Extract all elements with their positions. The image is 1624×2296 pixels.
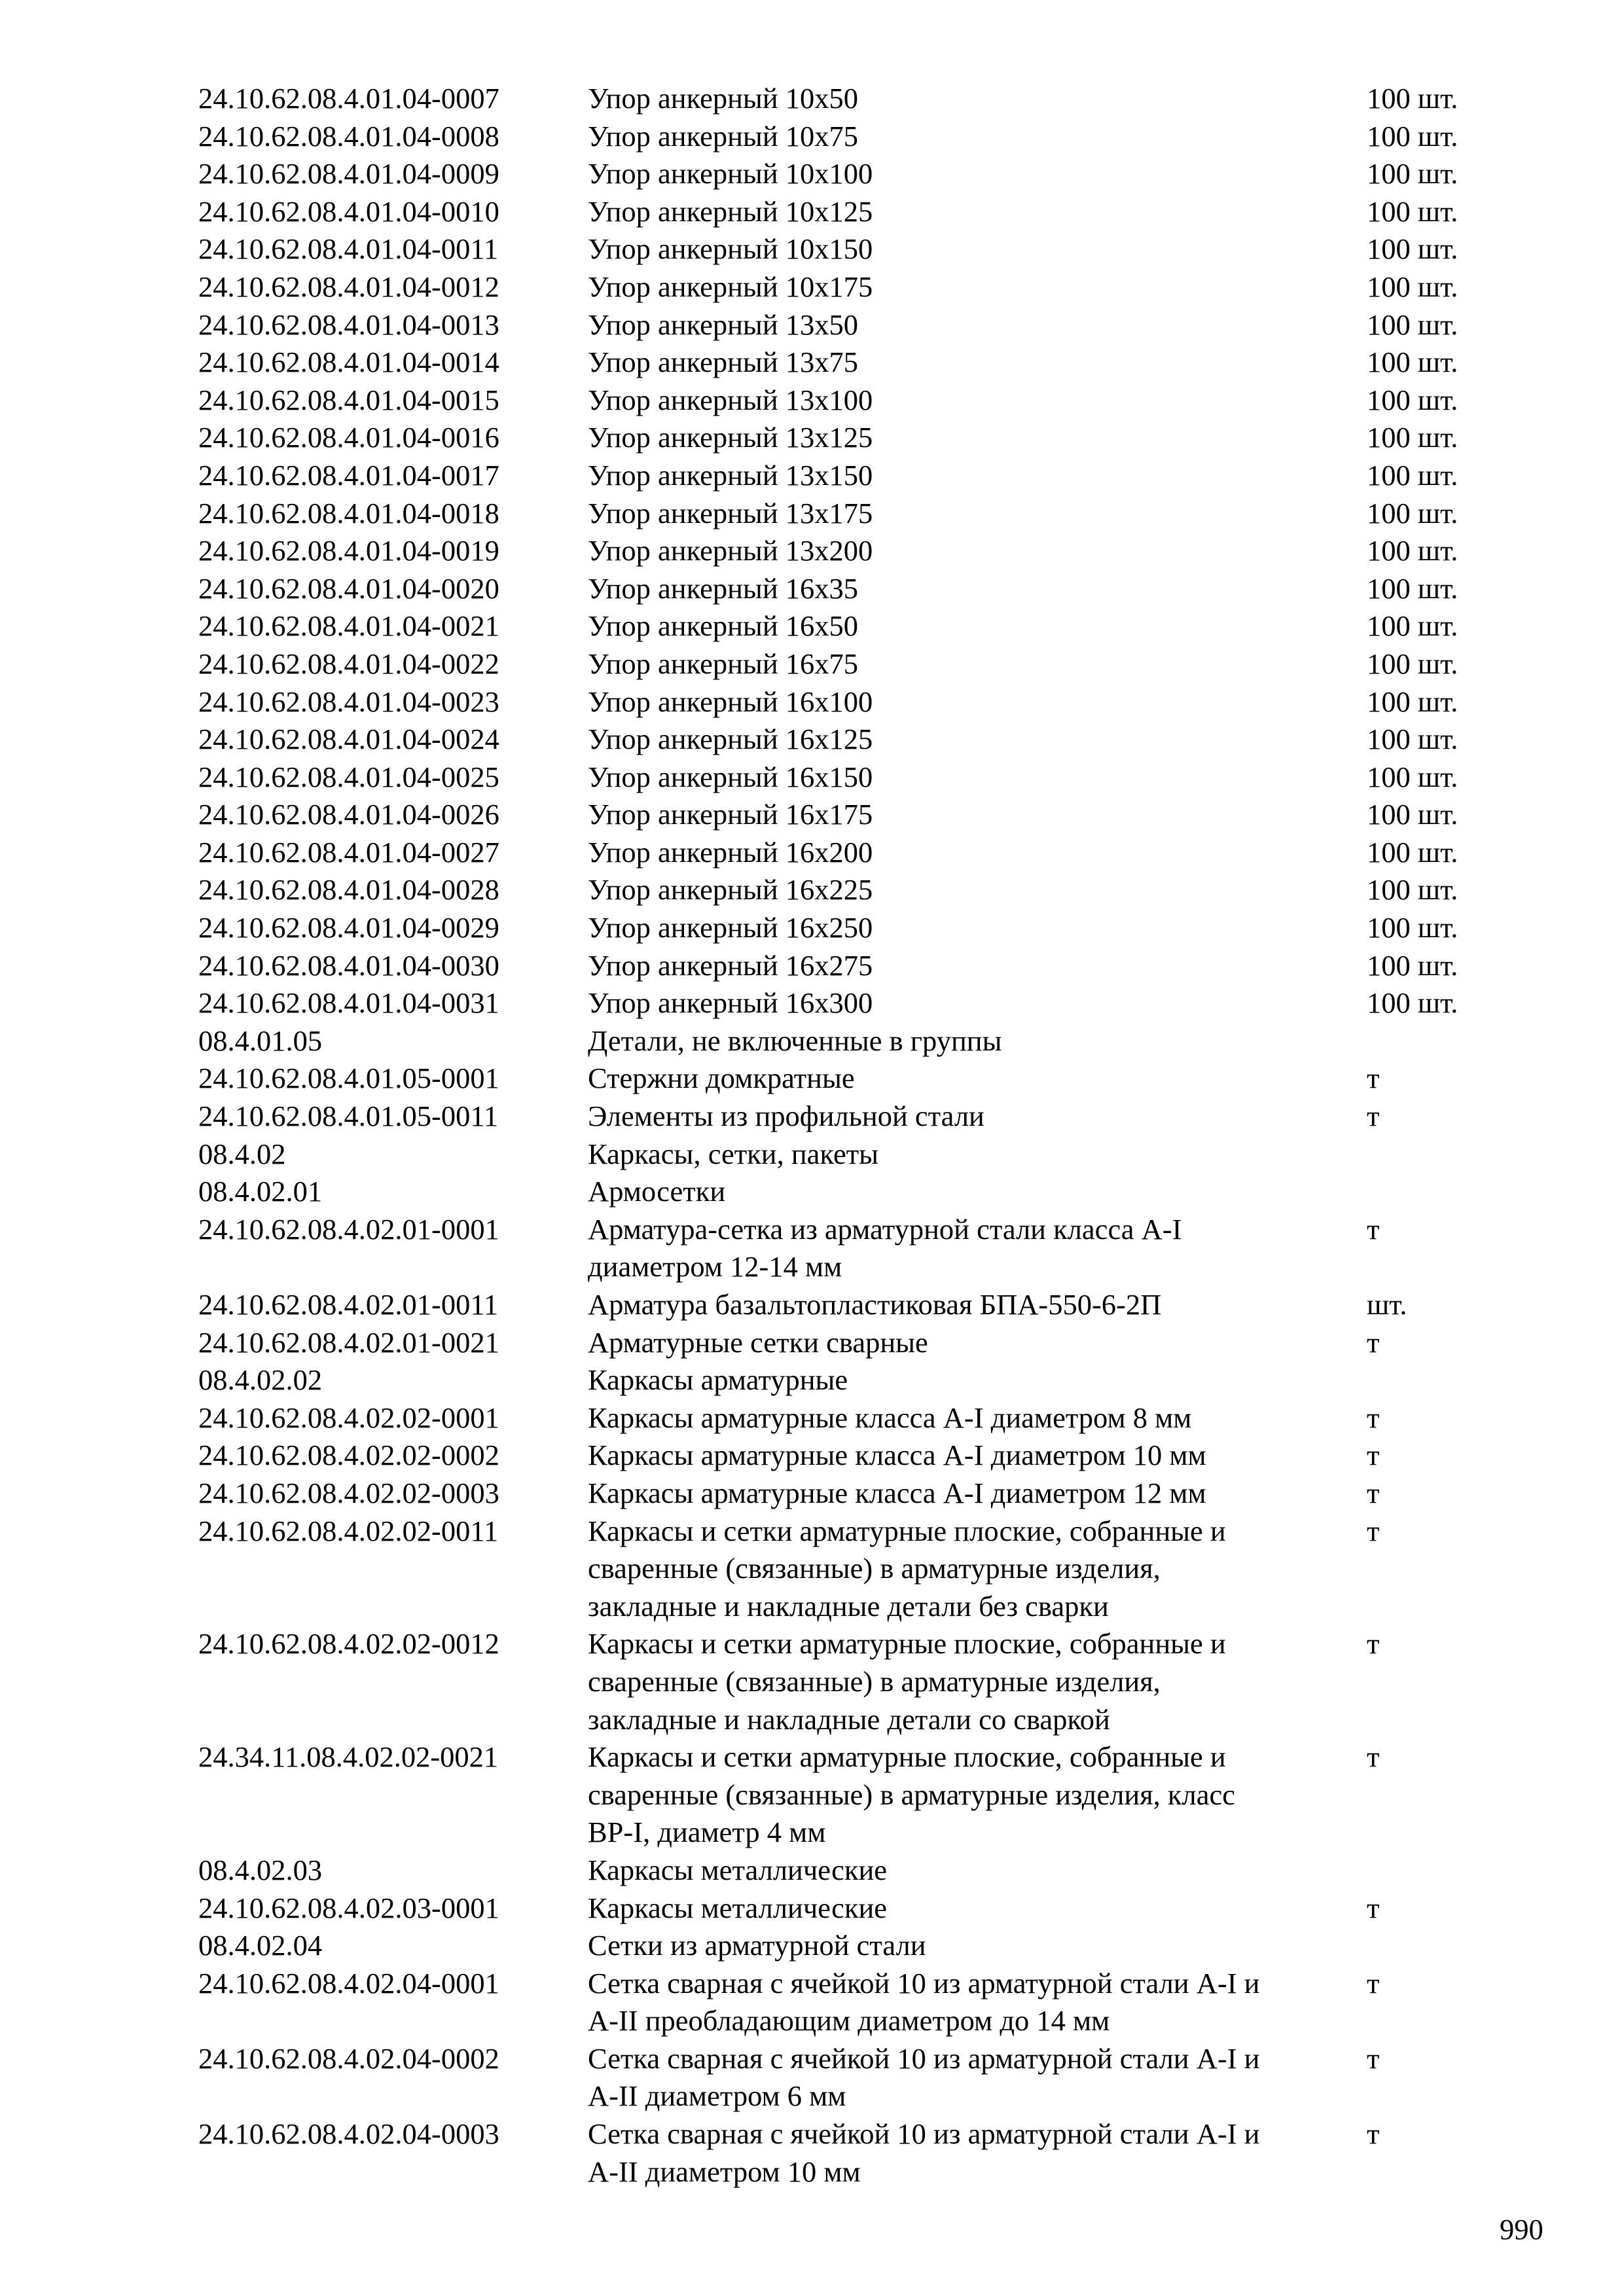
resource-code: 24.10.62.08.4.01.04-0008 xyxy=(198,119,499,152)
resource-name: Упор анкерный 16х35 xyxy=(588,571,859,605)
resource-name: Каркасы арматурные класса А-I диаметром 8 мм xyxy=(588,1401,1192,1434)
table-row xyxy=(0,2040,1624,2115)
resource-unit: т xyxy=(1367,1325,1380,1359)
resource-code: 24.10.62.08.4.01.04-0012 xyxy=(198,270,499,303)
resource-unit: 100 шт. xyxy=(1367,609,1458,643)
table-row xyxy=(0,457,1624,495)
table-row xyxy=(0,1361,1624,1399)
resource-name: Упор анкерный 16х175 xyxy=(588,798,873,831)
resource-name: Упор анкерный 13х150 xyxy=(588,458,873,492)
table-row xyxy=(0,1022,1624,1060)
resource-unit: 100 шт. xyxy=(1367,534,1458,567)
resource-code: 24.10.62.08.4.01.05-0001 xyxy=(198,1062,499,1095)
resource-code: 24.10.62.08.4.02.04-0003 xyxy=(198,2117,499,2151)
resource-code: 24.10.62.08.4.01.04-0014 xyxy=(198,346,499,379)
table-row xyxy=(0,1927,1624,1965)
resource-unit: шт. xyxy=(1367,1288,1407,1321)
table-row xyxy=(0,759,1624,797)
resource-code: 24.10.62.08.4.01.04-0031 xyxy=(198,986,499,1020)
table-row xyxy=(0,570,1624,608)
resource-unit: 100 шт. xyxy=(1367,232,1458,266)
resource-name: Армосетки xyxy=(588,1175,726,1208)
table-row xyxy=(0,607,1624,645)
resource-name: Упор анкерный 16х300 xyxy=(588,986,873,1020)
table-row xyxy=(0,721,1624,759)
resource-name: Упор анкерный 13х75 xyxy=(588,346,859,379)
resource-table xyxy=(0,80,1624,2191)
table-row xyxy=(0,1286,1624,1324)
resource-name: Каркасы металлические xyxy=(588,1853,888,1886)
resource-code: 24.10.62.08.4.02.01-0011 xyxy=(198,1288,499,1321)
table-row xyxy=(0,1098,1624,1136)
resource-unit: 100 шт. xyxy=(1367,798,1458,831)
resource-code: 24.10.62.08.4.02.02-0011 xyxy=(198,1514,499,1547)
resource-code: 24.10.62.08.4.02.04-0001 xyxy=(198,1966,499,2000)
resource-code: 24.10.62.08.4.02.02-0003 xyxy=(198,1476,499,1509)
resource-unit: т xyxy=(1367,1627,1380,1660)
resource-code: 24.10.62.08.4.01.04-0027 xyxy=(198,835,499,869)
table-row xyxy=(0,1173,1624,1211)
resource-unit: 100 шт. xyxy=(1367,911,1458,944)
table-row xyxy=(0,984,1624,1022)
resource-unit: т xyxy=(1367,1891,1380,1924)
resource-code: 24.34.11.08.4.02.02-0021 xyxy=(198,1740,499,1774)
resource-name: Упор анкерный 16х225 xyxy=(588,873,873,906)
resource-name: Сетки из арматурной стали xyxy=(588,1929,926,1962)
table-row xyxy=(0,193,1624,231)
resource-code: 08.4.02.03 xyxy=(198,1853,323,1886)
table-row xyxy=(0,909,1624,947)
table-row xyxy=(0,645,1624,683)
table-row xyxy=(0,834,1624,872)
resource-code: 24.10.62.08.4.01.04-0009 xyxy=(198,157,499,190)
table-row xyxy=(0,495,1624,533)
resource-name: Упор анкерный 10х150 xyxy=(588,232,873,266)
resource-name: Каркасы арматурные xyxy=(588,1363,848,1397)
resource-name: Упор анкерный 16х275 xyxy=(588,948,873,982)
resource-code: 24.10.62.08.4.01.04-0018 xyxy=(198,496,499,529)
resource-name: Упор анкерный 13х200 xyxy=(588,534,873,567)
resource-unit: 100 шт. xyxy=(1367,270,1458,303)
resource-name: Упор анкерный 16х125 xyxy=(588,723,873,756)
resource-unit: 100 шт. xyxy=(1367,986,1458,1020)
resource-code: 24.10.62.08.4.02.03-0001 xyxy=(198,1891,499,1924)
resource-code: 24.10.62.08.4.01.04-0026 xyxy=(198,798,499,831)
table-row xyxy=(0,419,1624,457)
table-row xyxy=(0,344,1624,382)
resource-code: 24.10.62.08.4.02.02-0012 xyxy=(198,1627,499,1660)
resource-unit: 100 шт. xyxy=(1367,760,1458,793)
resource-code: 24.10.62.08.4.01.04-0029 xyxy=(198,911,499,944)
table-row xyxy=(0,1890,1624,1928)
table-row xyxy=(0,871,1624,909)
resource-code: 24.10.62.08.4.01.04-0025 xyxy=(198,760,499,793)
table-row xyxy=(0,1060,1624,1098)
resource-code: 24.10.62.08.4.01.04-0022 xyxy=(198,647,499,680)
resource-unit: 100 шт. xyxy=(1367,346,1458,379)
resource-unit: 100 шт. xyxy=(1367,421,1458,454)
resource-code: 24.10.62.08.4.02.02-0002 xyxy=(198,1439,499,1472)
resource-name: Упор анкерный 13х175 xyxy=(588,496,873,529)
table-row xyxy=(0,532,1624,570)
resource-code: 24.10.62.08.4.01.04-0024 xyxy=(198,723,499,756)
resource-unit: 100 шт. xyxy=(1367,873,1458,906)
resource-code: 24.10.62.08.4.02.02-0001 xyxy=(198,1401,499,1434)
resource-name: Каркасы арматурные класса А-I диаметром 10 мм xyxy=(588,1439,1206,1472)
resource-code: 08.4.02.02 xyxy=(198,1363,323,1397)
resource-code: 08.4.02.04 xyxy=(198,1929,323,1962)
resource-unit: т xyxy=(1367,1062,1380,1095)
table-row xyxy=(0,683,1624,721)
resource-name: Упор анкерный 13х100 xyxy=(588,383,873,416)
resource-code: 24.10.62.08.4.01.04-0017 xyxy=(198,458,499,492)
table-row xyxy=(0,230,1624,268)
resource-code: 08.4.01.05 xyxy=(198,1024,323,1057)
resource-name: Детали, не включенные в группы xyxy=(588,1024,1002,1057)
resource-name: Упор анкерный 13х125 xyxy=(588,421,873,454)
table-row xyxy=(0,155,1624,193)
resource-code: 24.10.62.08.4.01.04-0020 xyxy=(198,571,499,605)
resource-unit: т xyxy=(1367,1439,1380,1472)
resource-name: Упор анкерный 16х150 xyxy=(588,760,873,793)
table-row xyxy=(0,796,1624,834)
table-row xyxy=(0,306,1624,344)
table-row xyxy=(0,1738,1624,1852)
resource-name: Каркасы и сетки арматурные плоские, собранные и сваренные (связанные) в арматурные изделия, класс ВР-I, диаметр 4 мм xyxy=(588,1740,1236,1849)
resource-name: Упор анкерный 10х75 xyxy=(588,119,859,152)
table-row xyxy=(0,1399,1624,1437)
resource-name: Арматура базальтопластиковая БПА-550-6-2П xyxy=(588,1288,1162,1321)
table-row xyxy=(0,80,1624,118)
resource-code: 24.10.62.08.4.02.01-0001 xyxy=(198,1212,499,1246)
resource-unit: 100 шт. xyxy=(1367,723,1458,756)
resource-code: 24.10.62.08.4.01.04-0011 xyxy=(198,232,499,266)
resource-code: 24.10.62.08.4.01.04-0021 xyxy=(198,609,499,643)
resource-name: Упор анкерный 16х250 xyxy=(588,911,873,944)
resource-code: 08.4.02.01 xyxy=(198,1175,323,1208)
resource-code: 24.10.62.08.4.01.05-0011 xyxy=(198,1100,499,1133)
resource-unit: 100 шт. xyxy=(1367,82,1458,115)
resource-unit: т xyxy=(1367,1401,1380,1434)
resource-unit: 100 шт. xyxy=(1367,496,1458,529)
resource-unit: т xyxy=(1367,1100,1380,1133)
resource-name: Упор анкерный 16х200 xyxy=(588,835,873,869)
resource-name: Сетка сварная с ячейкой 10 из арматурной стали А-I и А-II преобладающим диаметром до 14 мм xyxy=(588,1966,1260,2037)
table-row xyxy=(0,1437,1624,1475)
resource-unit: 100 шт. xyxy=(1367,119,1458,152)
resource-unit: 100 шт. xyxy=(1367,458,1458,492)
resource-name: Стержни домкратные xyxy=(588,1062,855,1095)
resource-name: Упор анкерный 13х50 xyxy=(588,308,859,341)
resource-code: 24.10.62.08.4.02.04-0002 xyxy=(198,2041,499,2075)
resource-name: Каркасы и сетки арматурные плоские, собранные и сваренные (связанные) в арматурные изделия, закладные и накладные детали без сварки xyxy=(588,1514,1226,1623)
resource-name: Упор анкерный 10х175 xyxy=(588,270,873,303)
resource-name: Сетка сварная с ячейкой 10 из арматурной стали А-I и А-II диаметром 10 мм xyxy=(588,2117,1260,2188)
table-row xyxy=(0,1965,1624,2040)
resource-unit: т xyxy=(1367,2041,1380,2075)
resource-unit: т xyxy=(1367,2117,1380,2151)
resource-name: Каркасы металлические xyxy=(588,1891,888,1924)
resource-unit: 100 шт. xyxy=(1367,194,1458,228)
resource-code: 24.10.62.08.4.02.01-0021 xyxy=(198,1325,499,1359)
resource-name: Упор анкерный 16х100 xyxy=(588,685,873,718)
table-row xyxy=(0,268,1624,306)
resource-name: Упор анкерный 10х50 xyxy=(588,82,859,115)
resource-unit: 100 шт. xyxy=(1367,948,1458,982)
resource-unit: 100 шт. xyxy=(1367,308,1458,341)
resource-code: 24.10.62.08.4.01.04-0030 xyxy=(198,948,499,982)
resource-name: Каркасы и сетки арматурные плоские, собранные и сваренные (связанные) в арматурные изделия, закладные и накладные детали со сваркой xyxy=(588,1627,1226,1736)
resource-code: 24.10.62.08.4.01.04-0019 xyxy=(198,534,499,567)
resource-code: 24.10.62.08.4.01.04-0028 xyxy=(198,873,499,906)
resource-name: Упор анкерный 16х75 xyxy=(588,647,859,680)
table-row xyxy=(0,1324,1624,1362)
resource-unit: т xyxy=(1367,1476,1380,1509)
resource-unit: т xyxy=(1367,1212,1380,1246)
resource-name: Сетка сварная с ячейкой 10 из арматурной стали А-I и А-II диаметром 6 мм xyxy=(588,2041,1260,2113)
resource-unit: 100 шт. xyxy=(1367,157,1458,190)
table-row xyxy=(0,1625,1624,1738)
resource-code: 24.10.62.08.4.01.04-0013 xyxy=(198,308,499,341)
resource-code: 24.10.62.08.4.01.04-0016 xyxy=(198,421,499,454)
resource-unit: 100 шт. xyxy=(1367,383,1458,416)
resource-unit: т xyxy=(1367,1966,1380,2000)
table-row xyxy=(0,1852,1624,1890)
table-row xyxy=(0,1136,1624,1174)
table-row xyxy=(0,118,1624,156)
table-row xyxy=(0,2115,1624,2191)
resource-unit: 100 шт. xyxy=(1367,647,1458,680)
resource-name: Упор анкерный 10х100 xyxy=(588,157,873,190)
resource-code: 24.10.62.08.4.01.04-0007 xyxy=(198,82,499,115)
resource-name: Упор анкерный 10х125 xyxy=(588,194,873,228)
resource-unit: т xyxy=(1367,1514,1380,1547)
table-row xyxy=(0,947,1624,985)
resource-name: Элементы из профильной стали xyxy=(588,1100,984,1133)
table-row xyxy=(0,1475,1624,1513)
resource-code: 24.10.62.08.4.01.04-0015 xyxy=(198,383,499,416)
resource-name: Арматура-сетка из арматурной стали класса А-I диаметром 12-14 мм xyxy=(588,1212,1182,1283)
resource-unit: 100 шт. xyxy=(1367,835,1458,869)
resource-name: Упор анкерный 16х50 xyxy=(588,609,859,643)
table-row xyxy=(0,1211,1624,1286)
resource-name: Каркасы, сетки, пакеты xyxy=(588,1137,879,1170)
resource-name: Арматурные сетки сварные xyxy=(588,1325,928,1359)
resource-name: Каркасы арматурные класса А-I диаметром 12 мм xyxy=(588,1476,1206,1509)
table-row xyxy=(0,382,1624,420)
resource-unit: 100 шт. xyxy=(1367,685,1458,718)
resource-unit: т xyxy=(1367,1740,1380,1774)
table-row xyxy=(0,1513,1624,1626)
resource-code: 24.10.62.08.4.01.04-0023 xyxy=(198,685,499,718)
page-number: 990 xyxy=(1500,2213,1543,2246)
resource-code: 08.4.02 xyxy=(198,1137,286,1170)
resource-code: 24.10.62.08.4.01.04-0010 xyxy=(198,194,499,228)
resource-unit: 100 шт. xyxy=(1367,571,1458,605)
